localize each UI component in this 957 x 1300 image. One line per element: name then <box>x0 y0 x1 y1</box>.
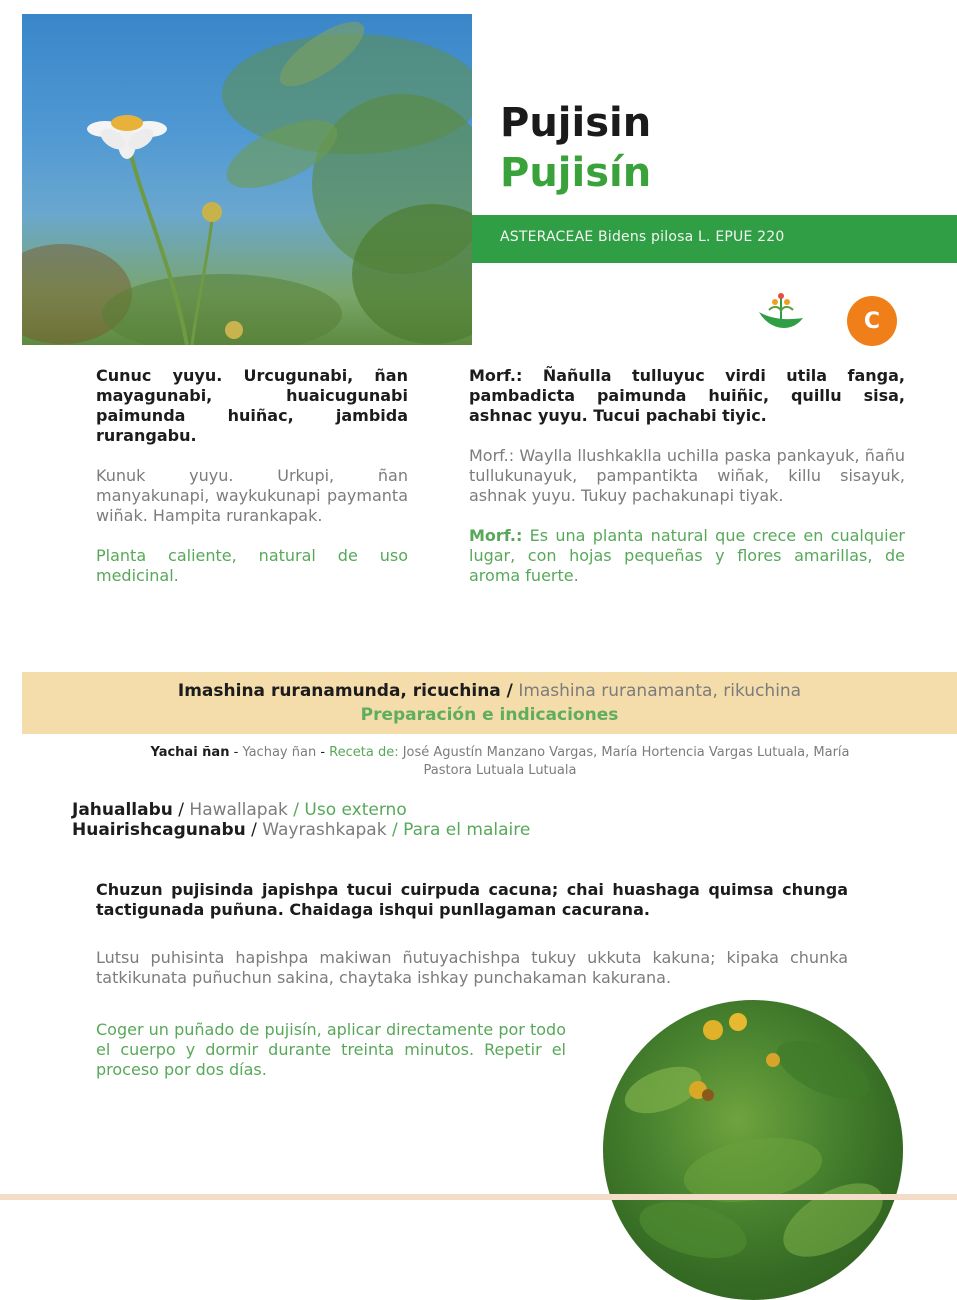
recipe-credit <box>150 744 850 780</box>
morphology-kichwa <box>469 366 905 426</box>
usage-spanish: Uso externo <box>304 800 407 820</box>
recipe-kichwa: Chuzun pujisinda japishpa tucui cuirpuda cacuna; chai huashaga quimsa chunga tactigunada puñuna. Chaidaga ishqui punllagaman cacurana. <box>96 880 848 919</box>
morphology-spanish <box>469 526 905 586</box>
preparation-heading <box>22 681 957 701</box>
description-left-column <box>96 366 408 606</box>
plant-circle-illustration <box>603 1000 903 1300</box>
usage-line-external <box>72 800 530 820</box>
morphology-quechua <box>469 446 905 506</box>
morphology-label: Morf.: <box>469 366 523 385</box>
category-badge-icon: C <box>847 296 897 346</box>
usage-separator: / <box>287 800 305 820</box>
plant-name-spanish: Pujisín <box>500 150 652 196</box>
recipe-spanish: Coger un puñado de pujisín, aplicar directamente por todo el cuerpo y dormir durante treinta minutos. Repetir el proceso por dos días. <box>96 1020 566 1079</box>
usage-kichwa: Huairishcagunabu <box>72 820 246 840</box>
preparation-heading-quechua: Imashina ruranamanta, rikuchina <box>518 681 802 701</box>
credit-spanish-label: Receta de: <box>329 745 399 760</box>
plant-name-kichwa: Pujisin <box>500 100 652 146</box>
preparation-heading-kichwa: Imashina ruranamunda, ricuchina / <box>177 681 513 701</box>
usage-kichwa: Jahuallabu <box>72 800 173 820</box>
morphology-spanish-text: Es una planta natural que crece en cualquier lugar, con hojas pequeñas y flores amarillas, de aroma fuerte. <box>469 526 905 585</box>
usage-quechua: Hawallapak <box>189 800 288 820</box>
usage-list <box>72 800 530 840</box>
usage-line-malaire <box>72 820 530 840</box>
usage-separator: / <box>172 800 190 820</box>
description-spanish: Planta caliente, natural de uso medicinal. <box>96 546 408 585</box>
usage-spanish: Para el malaire <box>403 820 531 840</box>
recipe-quechua: Lutsu puhisinta hapishpa makiwan ñutuyachishpa tukuy ukkuta kakuna; kipaka chunka tatkikunata puñuchun sakina, chaytaka ishkay punchakaman kakurana. <box>96 948 848 987</box>
plant-logo-icon <box>755 290 807 338</box>
morphology-right-column <box>469 366 905 606</box>
morphology-label: Morf.: <box>469 526 523 545</box>
description-quechua: Kunuk yuyu. Urkupi, ñan manyakunapi, waykukunapi paymanta wiñak. Hampita rurankapak. <box>96 466 408 525</box>
preparation-heading-spanish: Preparación e indicaciones <box>360 705 619 725</box>
flower-photo-illustration <box>22 14 472 345</box>
usage-quechua: Wayrashkapak <box>262 820 387 840</box>
morphology-label: Morf.: <box>469 446 515 465</box>
usage-separator: / <box>245 820 263 840</box>
credit-separator: - <box>229 745 243 760</box>
credit-names: José Agustín Manzano Vargas, María Hortencia Vargas Lutuala, María Pastora Lutuala Lutuala <box>402 745 850 778</box>
morphology-kichwa-text: Ñañulla tulluyuc virdi utila fanga, pambadicta paimunda huiñic, quillu sisa, ashnac yuyu. Tucui pachabi tiyic. <box>469 366 905 425</box>
bottom-strip <box>0 1194 957 1200</box>
taxonomy-text: ASTERACEAE Bidens pilosa L. EPUE 220 <box>500 229 785 245</box>
description-kichwa: Cunuc yuyu. Urcugunabi, ñan mayagunabi, huaicugunabi paimunda huiñac, jambida rurangabu. <box>96 366 408 445</box>
morphology-quechua-text: Waylla llushkaklla uchilla paska pankayuk, ñañu tullukunayuk, pampantikta wiñak, killu sisayuk, ashnak yuyu. Tukuy pachakunapi tiyak. <box>469 446 905 505</box>
credit-separator: - <box>316 745 330 760</box>
credit-kichwa: Yachai ñan <box>150 745 230 760</box>
plant-circle-photo <box>603 1000 903 1300</box>
credit-quechua: Yachay ñan <box>242 745 317 760</box>
usage-separator: / <box>386 820 404 840</box>
plant-photo <box>22 14 472 345</box>
